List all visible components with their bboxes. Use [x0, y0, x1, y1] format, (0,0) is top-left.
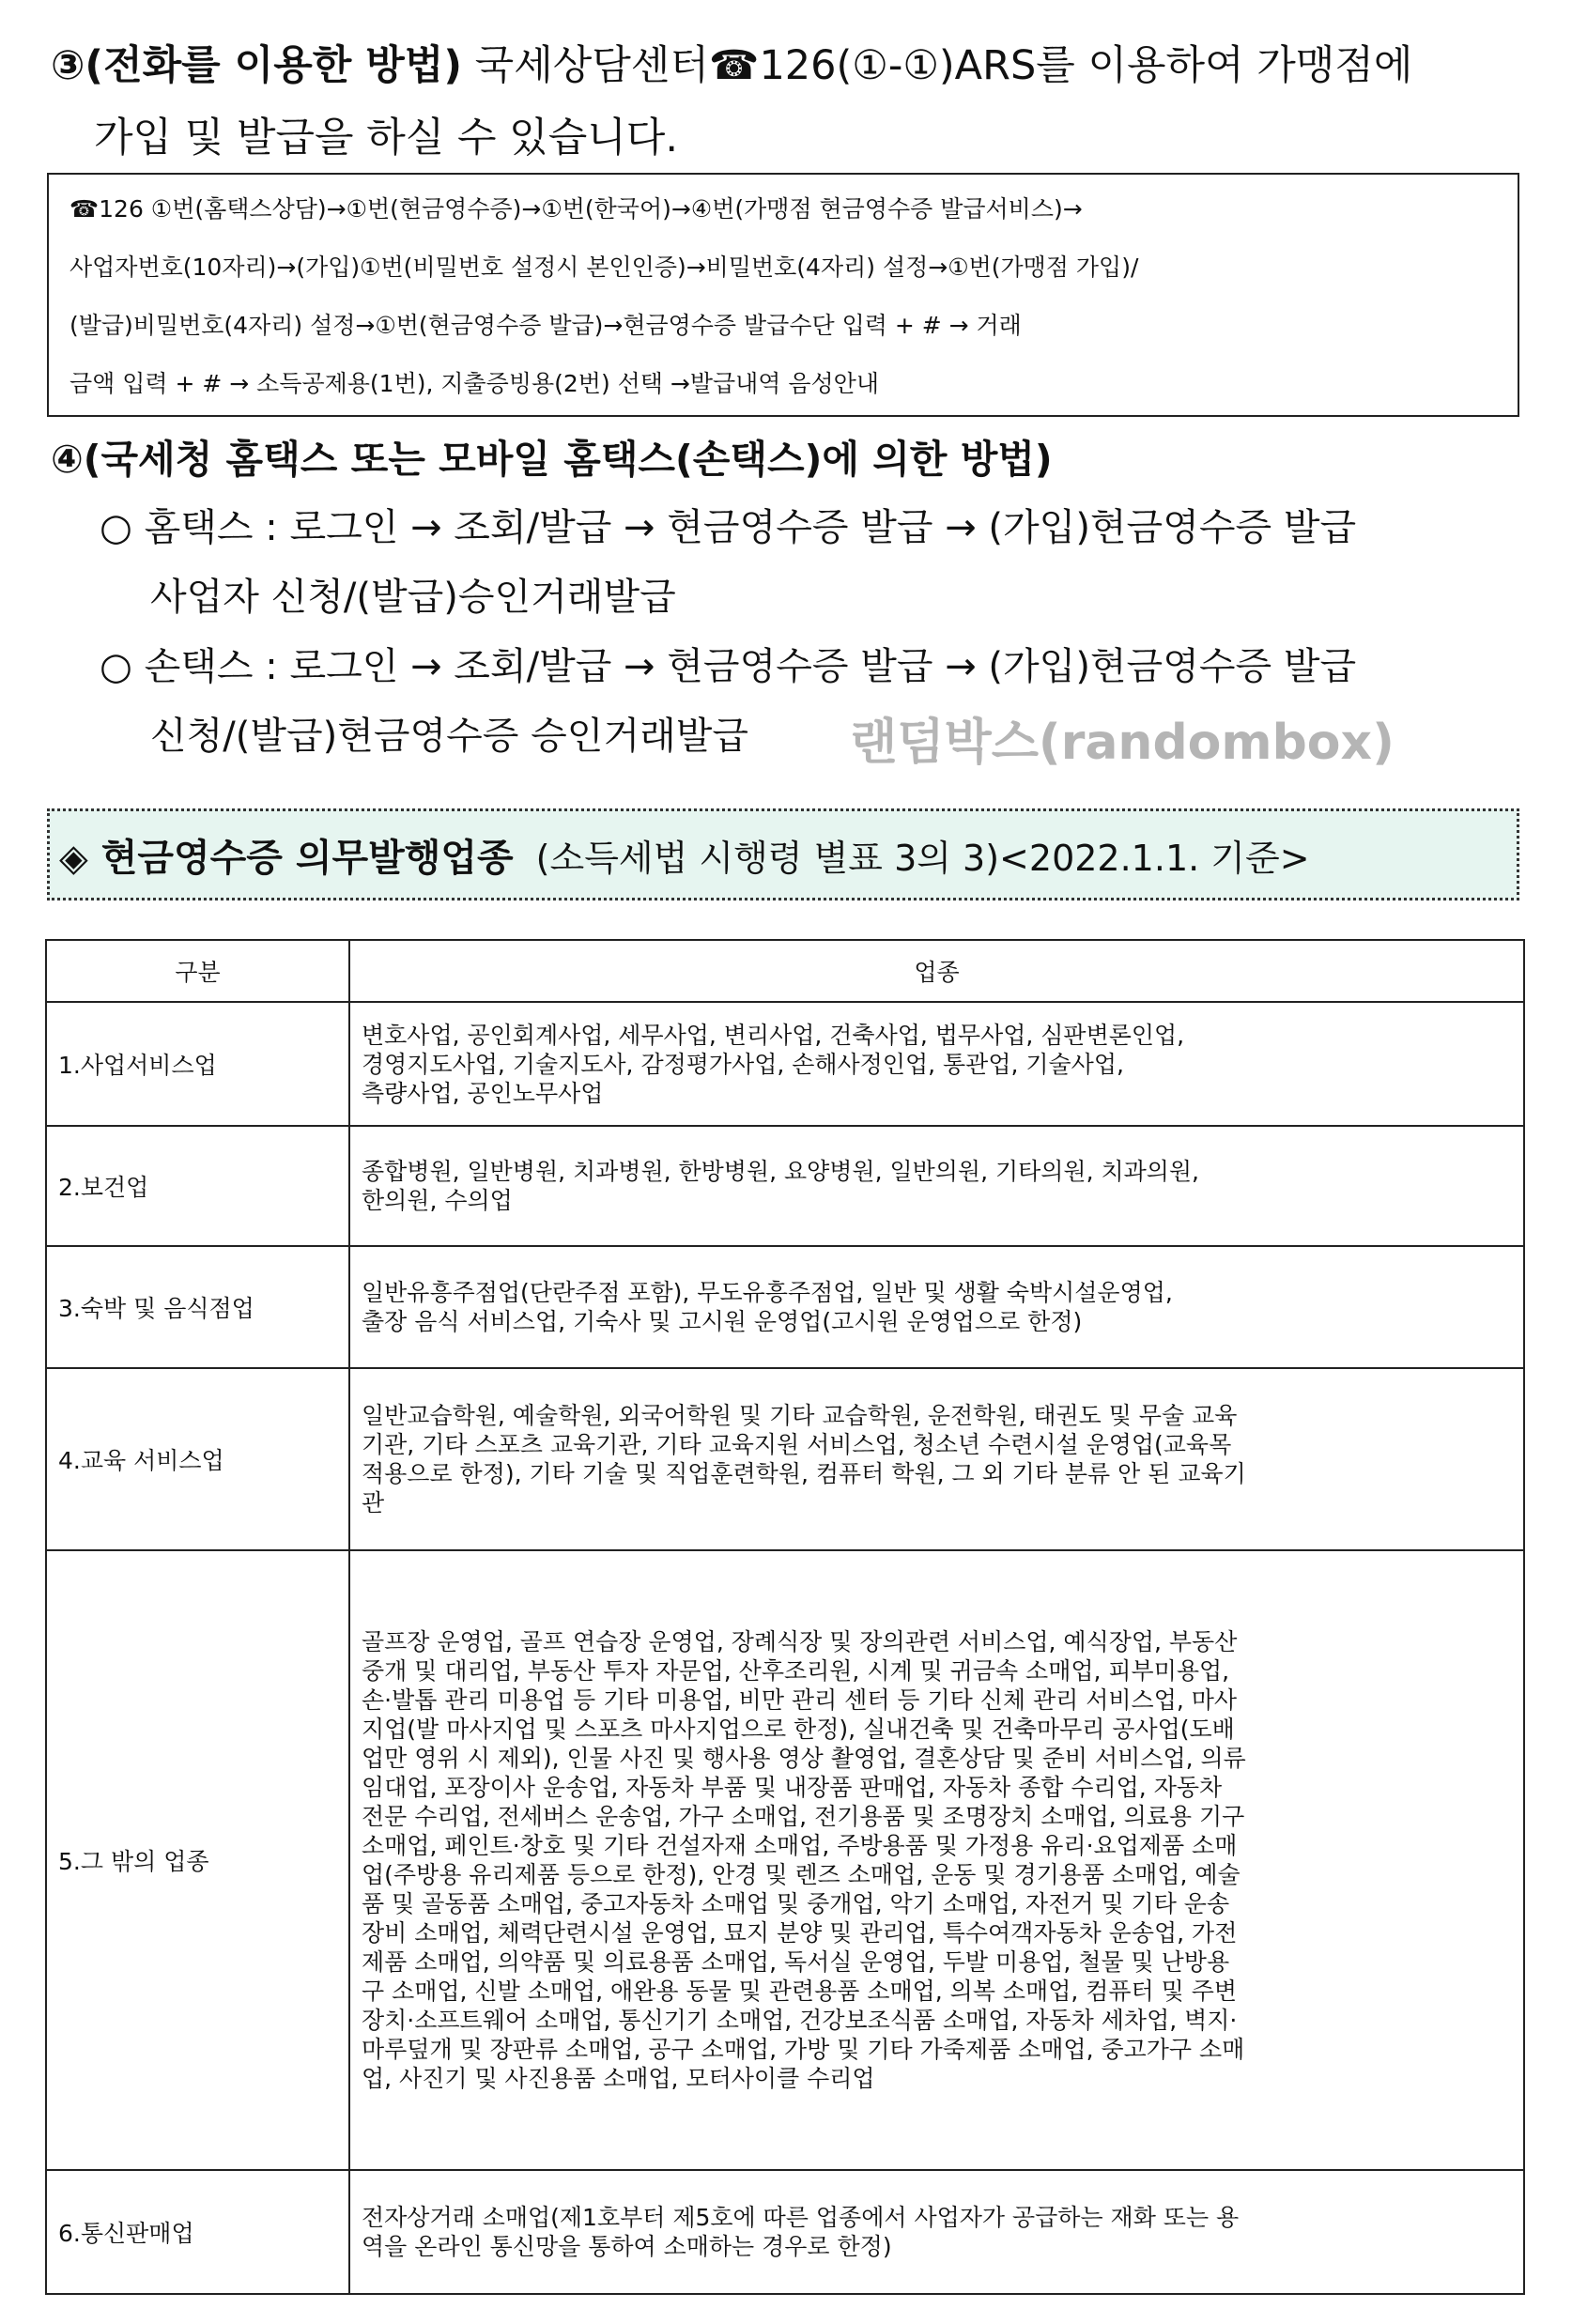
mandatory-industries-banner	[47, 808, 1519, 900]
row-category: 5.그 밖의 업종	[46, 1550, 349, 2170]
section3-title: (전화를 이용한 방법)	[85, 42, 462, 89]
row-category: 3.숙박 및 음식점업	[46, 1246, 349, 1368]
table-row	[46, 1368, 1524, 1550]
row-category: 1.사업서비스업	[46, 1002, 349, 1126]
industry-line: 구 소매업, 신발 소매업, 애완용 동물 및 관련용품 소매업, 의복 소매업, 컴퓨터 및 주변	[362, 1978, 1238, 2005]
row-industries	[349, 1002, 1524, 1126]
table-row	[46, 1550, 1524, 2170]
industry-line: 제품 소매업, 의약품 및 의료용품 소매업, 독서실 운영업, 두발 미용업, 철물 및 난방용	[362, 1948, 1230, 1976]
industry-table	[45, 939, 1525, 2295]
industry-line: 출장 음식 서비스업, 기숙사 및 고시원 운영업(고시원 운영업으로 한정)	[362, 1308, 1083, 1335]
industry-line: 골프장 운영업, 골프 연습장 운영업, 장례식장 및 장의관련 서비스업, 예식장업, 부동산	[362, 1628, 1238, 1655]
industry-line: 일반유흥주점업(단란주점 포함), 무도유흥주점업, 일반 및 생활 숙박시설운영업,	[362, 1279, 1173, 1306]
row-category: 2.보건업	[46, 1126, 349, 1246]
section3-text1: 국세상담센터☎126(①-①)ARS를 이용하여 가맹점에	[461, 42, 1413, 89]
banner-title: ◈ 현금영수증 의무발행업종	[59, 836, 514, 880]
industry-line: 역을 온라인 통신망을 통하여 소매하는 경우로 한정)	[362, 2233, 892, 2260]
hometax-line1: ○ 홈택스 : 로그인 → 조회/발급 → 현금영수증 발급 → (가입)현금영수증 발급	[100, 506, 1357, 549]
row-industries	[349, 2170, 1524, 2294]
industry-line: 업, 사진기 및 사진용품 소매업, 모터사이클 수리업	[362, 2065, 875, 2092]
row-category: 6.통신판매업	[46, 2170, 349, 2294]
sontax-line1: ○ 손택스 : 로그인 → 조회/발급 → 현금영수증 발급 → (가입)현금영수증 발급	[100, 645, 1357, 688]
table-row	[46, 1246, 1524, 1368]
industry-line: 기관, 기타 스포츠 교육기관, 기타 교육지원 서비스업, 청소년 수련시설 운영업(교육목	[362, 1431, 1232, 1458]
industry-line: 적용으로 한정), 기타 기술 및 직업훈련학원, 컴퓨터 학원, 그 외 기타 분류 안 된 교육기	[362, 1460, 1246, 1487]
industry-line: 장치·소프트웨어 소매업, 통신기기 소매업, 건강보조식품 소매업, 자동차 세차업, 벽지·	[362, 2007, 1238, 2034]
table-row	[46, 1126, 1524, 1246]
row-industries	[349, 1126, 1524, 1246]
section4-title: ④(국세청 홈택스 또는 모바일 홈택스(손택스)에 의한 방법)	[51, 437, 1053, 482]
watermark: 랜덤박스(randombox)	[850, 715, 1395, 771]
table-row	[46, 1002, 1524, 1126]
section3-marker: ③	[51, 42, 85, 89]
industry-line: 장비 소매업, 체력단련시설 운영업, 묘지 분양 및 관리업, 특수여객자동차 운송업, 가전	[362, 1919, 1238, 1947]
industry-line: 업(주방용 유리제품 등으로 한정), 안경 및 렌즈 소매업, 운동 및 경기용품 소매업, 예술	[362, 1861, 1241, 1888]
row-industries	[349, 1368, 1524, 1550]
industry-line: 업만 영위 시 제외), 인물 사진 및 행사용 영상 촬영업, 결혼상담 및 준비 서비스업, 의류	[362, 1745, 1246, 1772]
hometax-line2: 사업자 신청/(발급)승인거래발급	[150, 576, 676, 619]
industry-line: 관	[362, 1489, 385, 1516]
ars-procedure-box	[47, 173, 1519, 417]
row-industries	[349, 1246, 1524, 1368]
industry-line: 측량사업, 공인노무사업	[362, 1079, 604, 1107]
header-industry: 업종	[349, 940, 1524, 1002]
ars-line: 금액 입력 + # → 소득공제용(1번), 지출증빙용(2번) 선택 →발급내역 음성안내	[69, 370, 879, 397]
industry-line: 일반교습학원, 예술학원, 외국어학원 및 기타 교습학원, 운전학원, 태권도 및 무술 교육	[362, 1402, 1238, 1429]
ars-line: 사업자번호(10자리)→(가입)①번(비밀번호 설정시 본인인증)→비밀번호(4자리) 설정→①번(가맹점 가입)/	[69, 254, 1139, 281]
industry-line: 임대업, 포장이사 운송업, 자동차 부품 및 내장품 판매업, 자동차 종합 수리업, 자동차	[362, 1774, 1223, 1801]
industry-line: 한의원, 수의업	[362, 1187, 513, 1214]
row-industries	[349, 1550, 1524, 2170]
industry-line: 전문 수리업, 전세버스 운송업, 가구 소매업, 전기용품 및 조명장치 소매업, 의료용 기구	[362, 1803, 1245, 1830]
industry-line: 마루덮개 및 장판류 소매업, 공구 소매업, 가방 및 기타 가죽제품 소매업, 중고가구 소매	[362, 2036, 1245, 2063]
industry-line: 중개 및 대리업, 부동산 투자 자문업, 산후조리원, 시계 및 귀금속 소매업, 피부미용업,	[362, 1657, 1230, 1685]
ars-line: (발급)비밀번호(4자리) 설정→①번(현금영수증 발급)→현금영수증 발급수단 입력 + # → 거래	[69, 312, 1022, 339]
section3-heading	[51, 34, 1412, 91]
row-category: 4.교육 서비스업	[46, 1368, 349, 1550]
industry-line: 종합병원, 일반병원, 치과병원, 한방병원, 요양병원, 일반의원, 기타의원, 치과의원,	[362, 1158, 1200, 1185]
industry-line: 소매업, 페인트·창호 및 기타 건설자재 소매업, 주방용품 및 가정용 유리·요업제품 소매	[362, 1832, 1238, 1859]
industry-line: 전자상거래 소매업(제1호부터 제5호에 따른 업종에서 사업자가 공급하는 재화 또는 용	[362, 2204, 1240, 2231]
banner-subtitle: (소득세법 시행령 별표 3의 3)<2022.1.1. 기준>	[535, 837, 1310, 879]
industry-line: 품 및 골동품 소매업, 중고자동차 소매업 및 중개업, 악기 소매업, 자전거 및 기타 운송	[362, 1890, 1230, 1917]
ars-line: ☎126 ①번(홈택스상담)→①번(현금영수증)→①번(한국어)→④번(가맹점 현금영수증 발급서비스)→	[69, 195, 1083, 223]
header-category: 구분	[46, 940, 349, 1002]
industry-line: 변호사업, 공인회계사업, 세무사업, 변리사업, 건축사업, 법무사업, 심판변론인업,	[362, 1021, 1185, 1049]
industry-line: 지업(발 마사지업 및 스포츠 마사지업으로 한정), 실내건축 및 건축마무리 공사업(도배	[362, 1716, 1235, 1743]
table-header-row	[46, 940, 1524, 1002]
table-row	[46, 2170, 1524, 2294]
industry-line: 손·발톱 관리 미용업 등 기타 미용업, 비만 관리 센터 등 기타 신체 관리 서비스업, 마사	[362, 1686, 1238, 1714]
sontax-line2: 신청/(발급)현금영수증 승인거래발급	[150, 715, 749, 758]
section3-text2: 가입 및 발급을 하실 수 있습니다.	[94, 115, 679, 162]
industry-line: 경영지도사업, 기술지도사, 감정평가사업, 손해사정인업, 통관업, 기술사업,	[362, 1050, 1124, 1078]
